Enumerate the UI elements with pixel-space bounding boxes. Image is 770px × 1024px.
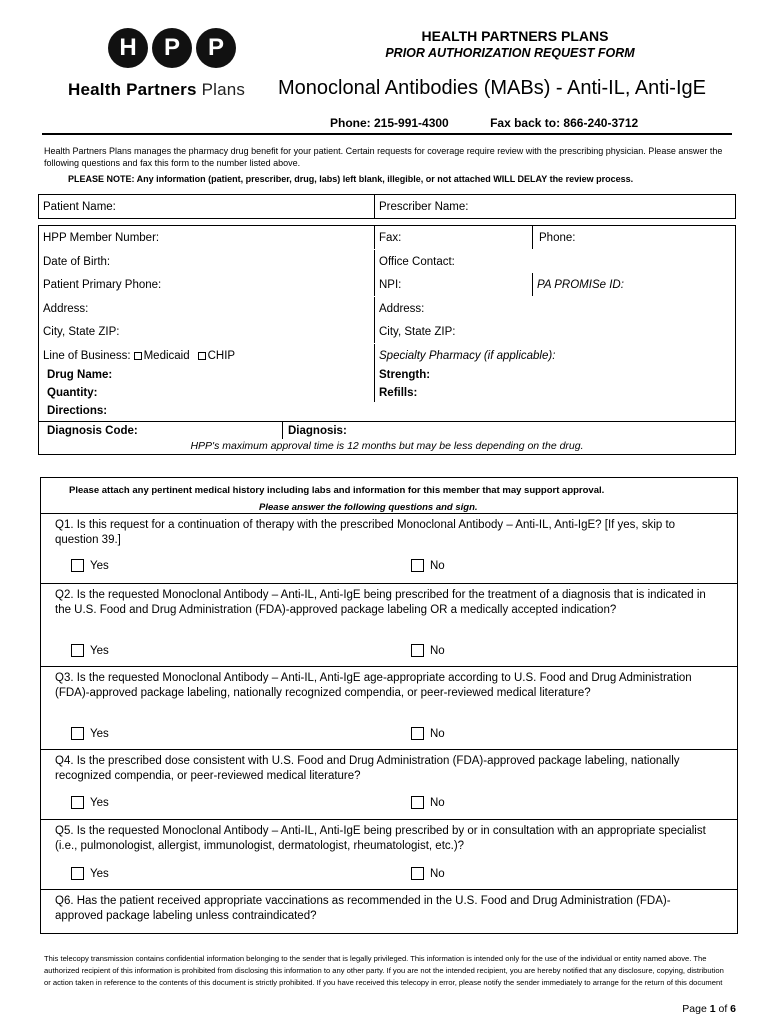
question-1-text: Q1. Is this request for a continuation of therapy with the prescribed Monoclonal Antibody – Anti-IL, Anti-IgE? [If yes, skip to question 39.] xyxy=(55,519,676,546)
medicaid-label: Medicaid xyxy=(143,349,190,362)
prescriber-fax-field[interactable]: Fax: xyxy=(375,226,533,249)
prescriber-name-field[interactable]: Prescriber Name: xyxy=(379,200,469,213)
chip-label: CHIP xyxy=(207,349,236,362)
drug-class-title: Monoclonal Antibodies (MABs) - Anti-IL, Anti-IgE xyxy=(278,77,706,99)
org-title: HEALTH PARTNERS PLANS xyxy=(421,28,609,44)
q4-no-label: No xyxy=(430,796,445,809)
q4-yes-label: Yes xyxy=(90,796,109,809)
q2-yes-checkbox[interactable] xyxy=(71,644,84,657)
npi-field[interactable]: NPI: xyxy=(375,273,533,296)
diagnosis-code-field[interactable]: Diagnosis Code: xyxy=(39,421,283,439)
medicaid-checkbox[interactable] xyxy=(134,352,142,360)
page-prefix: Page xyxy=(682,1003,710,1015)
directions-field[interactable]: Directions: xyxy=(47,405,108,417)
prescriber-address-field[interactable]: Address: xyxy=(379,302,425,315)
page-current: 1 xyxy=(709,1003,716,1015)
contact-line xyxy=(330,116,638,130)
question-3-text: Q3. Is the requested Monoclonal Antibody – Anti-IL, Anti-IgE age-appropriate according to U.S. Food and Drug Administration (FDA)-approved package labeling, nationally recognized compendia, or peer-reviewed medical literature? xyxy=(55,672,692,699)
q5-yes-label: Yes xyxy=(90,867,109,880)
header-divider xyxy=(42,133,732,135)
q4-no-option[interactable] xyxy=(411,796,445,809)
question-5 xyxy=(41,820,738,890)
page-total: 6 xyxy=(730,1003,736,1015)
questions-section xyxy=(40,514,738,934)
patient-name-field[interactable]: Patient Name: xyxy=(39,195,375,218)
question-4 xyxy=(41,750,738,820)
phone-number: Phone: 215-991-4300 xyxy=(330,116,449,130)
q2-no-checkbox[interactable] xyxy=(411,644,424,657)
q1-no-checkbox[interactable] xyxy=(411,559,424,572)
pa-promise-field[interactable]: PA PROMISe ID: xyxy=(537,278,624,291)
line-of-business-field xyxy=(39,344,375,367)
lob-label: Line of Business: xyxy=(43,349,131,362)
intro-text: Health Partners Plans manages the pharmacy drug benefit for your patient. Certain requests for coverage require review with the prescribing physician. Please answer the following questions and fax this form to the number listed above. xyxy=(44,146,723,168)
logo-letter-p1: P xyxy=(152,28,192,68)
office-contact-field[interactable]: Office Contact: xyxy=(379,255,455,268)
patient-address-field[interactable]: Address: xyxy=(39,297,375,320)
info-table xyxy=(38,225,736,455)
specialty-pharmacy-field[interactable]: Specialty Pharmacy (if applicable): xyxy=(379,349,556,362)
q1-no-label: No xyxy=(430,559,445,572)
q5-no-label: No xyxy=(430,867,445,880)
question-6-text: Q6. Has the patient received appropriate vaccinations as recommended in the U.S. Food and Drug Administration (FDA)-approved package labeling unless contraindicated? xyxy=(55,895,671,922)
member-number-field[interactable]: HPP Member Number: xyxy=(39,226,375,249)
q5-yes-option[interactable] xyxy=(71,867,109,880)
q3-yes-option[interactable] xyxy=(71,727,109,740)
logo-wordmark xyxy=(68,80,245,100)
q2-yes-option[interactable] xyxy=(71,644,109,657)
q3-no-label: No xyxy=(430,727,445,740)
q1-yes-checkbox[interactable] xyxy=(71,559,84,572)
question-6 xyxy=(41,890,738,934)
q3-no-option[interactable] xyxy=(411,727,445,740)
q2-no-option[interactable] xyxy=(411,644,445,657)
approval-note: HPP's maximum approval time is 12 months but may be less depending on the drug. xyxy=(190,440,584,452)
dob-field[interactable]: Date of Birth: xyxy=(39,250,375,273)
logo-letter-h: H xyxy=(108,28,148,68)
q5-no-option[interactable] xyxy=(411,867,445,880)
fax-number: Fax back to: 866-240-3712 xyxy=(490,116,639,130)
name-table xyxy=(38,194,736,219)
patient-phone-field[interactable]: Patient Primary Phone: xyxy=(39,273,375,296)
chip-checkbox[interactable] xyxy=(198,352,206,360)
q1-no-option[interactable] xyxy=(411,559,445,572)
q2-no-label: No xyxy=(430,644,445,657)
question-4-text: Q4. Is the prescribed dose consistent with U.S. Food and Drug Administration (FDA)-approved package labeling, nationally recognized compendia, or peer-reviewed medical literature? xyxy=(55,755,680,782)
q1-yes-option[interactable] xyxy=(71,559,109,572)
page-of: of xyxy=(715,1003,731,1015)
q4-yes-checkbox[interactable] xyxy=(71,796,84,809)
question-3 xyxy=(41,667,738,750)
confidentiality-notice: This telecopy transmission contains confidential information belonging to the sender that is legally privileged. This information is intended only for the use of the individual or entity named above. The authorized recipient of this information is prohibited from disclosing this information to any other party. If you are not the intended recipient, you are hereby notified that any disclosure, copying, distribution or action taken in reference to the contents of this document is strictly prohibited. If you have received this telecopy in error, please notify the sender immediately to arrange for the return of this document xyxy=(44,954,724,987)
hpp-logo xyxy=(68,28,246,103)
q4-no-checkbox[interactable] xyxy=(411,796,424,809)
question-2 xyxy=(41,584,738,667)
q4-yes-option[interactable] xyxy=(71,796,109,809)
page-number xyxy=(682,1003,736,1015)
logo-wordmark-light: Plans xyxy=(201,80,246,99)
patient-city-field[interactable]: City, State ZIP: xyxy=(39,320,375,343)
strength-field[interactable]: Strength: xyxy=(379,369,431,381)
attach-line-1: Please attach any pertinent medical history including labs and information for this member that may support approval. xyxy=(69,485,605,496)
logo-letter-p2: P xyxy=(196,28,236,68)
question-5-text: Q5. Is the requested Monoclonal Antibody – Anti-IL, Anti-IgE being prescribed by or in consultation with an appropriate specialist (i.e., pulmonologist, allergist, immunologist, dermatologist, rheumatologist, etc.)? xyxy=(55,825,706,852)
refills-field[interactable]: Refills: xyxy=(379,387,418,399)
q5-yes-checkbox[interactable] xyxy=(71,867,84,880)
attach-instructions xyxy=(40,477,738,514)
q3-yes-label: Yes xyxy=(90,727,109,740)
q3-no-checkbox[interactable] xyxy=(411,727,424,740)
q1-yes-label: Yes xyxy=(90,559,109,572)
q3-yes-checkbox[interactable] xyxy=(71,727,84,740)
quantity-field[interactable]: Quantity: xyxy=(39,384,375,402)
logo-circles xyxy=(108,28,240,68)
please-note: PLEASE NOTE: Any information (patient, prescriber, drug, labs) left blank, illegible, or not attached WILL DELAY the review process. xyxy=(68,174,634,184)
question-1 xyxy=(41,514,738,584)
logo-wordmark-bold: Health Partners xyxy=(68,80,197,99)
prescriber-phone-field[interactable]: Phone: xyxy=(539,231,576,244)
prescriber-city-field[interactable]: City, State ZIP: xyxy=(379,325,456,338)
q2-yes-label: Yes xyxy=(90,644,109,657)
attach-line-2: Please answer the following questions and sign. xyxy=(259,502,478,513)
question-2-text: Q2. Is the requested Monoclonal Antibody – Anti-IL, Anti-IgE being prescribed for the treatment of a diagnosis that is indicated in the U.S. Food and Drug Administration (FDA)-approved package labeling OR a medically accepted indication? xyxy=(55,589,706,616)
form-type: PRIOR AUTHORIZATION REQUEST FORM xyxy=(385,46,635,60)
q5-no-checkbox[interactable] xyxy=(411,867,424,880)
drug-name-field[interactable]: Drug Name: xyxy=(39,366,375,384)
diagnosis-field[interactable]: Diagnosis: xyxy=(283,421,735,439)
